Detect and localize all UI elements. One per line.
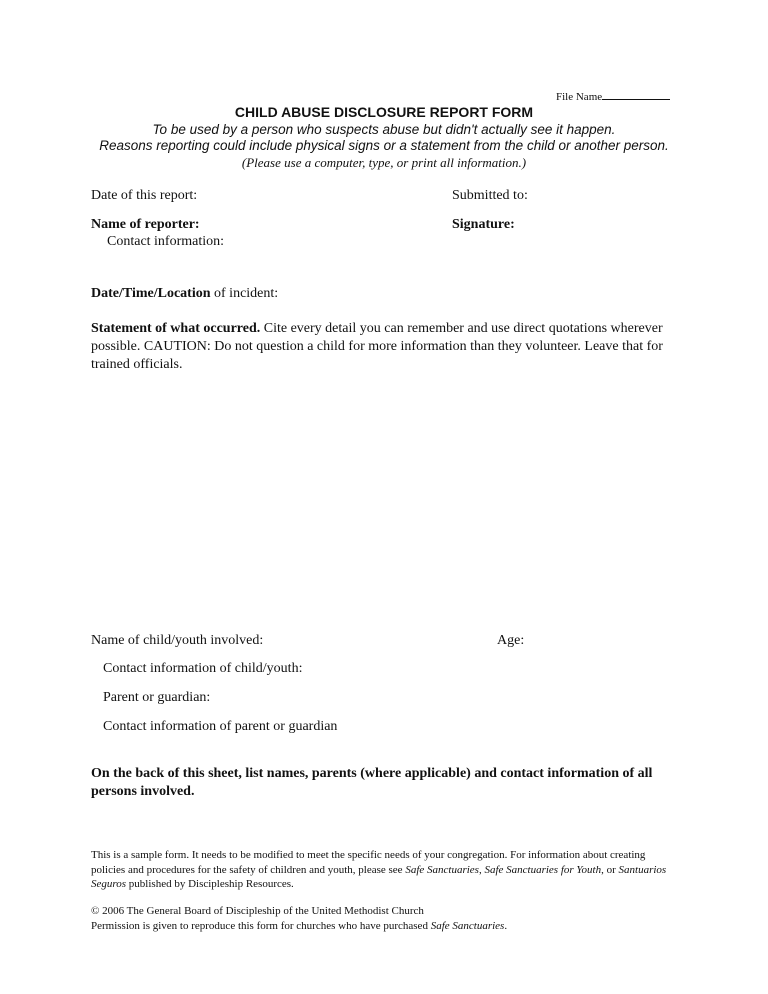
- signature-label: Signature:: [452, 217, 515, 232]
- sample-form-note: This is a sample form. It needs to be modified to meet the specific needs of your congregation. For information about creating policies and procedures for the safety of children and youth, please see Safe Sanctuaries, Safe Sanctuaries for Youth, or Santuarios Seguros published by Discipleship Resources.: [91, 849, 667, 890]
- name-of-child-label: Name of child/youth involved:: [91, 633, 264, 648]
- form-title: CHILD ABUSE DISCLOSURE REPORT FORM: [234, 104, 534, 120]
- safe-sanctuaries-youth-title: Safe Sanctuaries for Youth: [484, 863, 602, 876]
- contact-information-label: Contact information:: [107, 234, 225, 249]
- date-time-location-label: Date/Time/Location of incident:: [91, 286, 279, 301]
- file-name-blank[interactable]: [602, 90, 670, 100]
- back-note: On the back of this sheet, list names, parents (where applicable) and contact information of all persons involved.: [91, 766, 653, 799]
- copyright: © 2006 The General Board of Discipleship of the United Methodist Church: [91, 905, 424, 917]
- name-of-reporter-label: Name of reporter:: [91, 217, 200, 232]
- subtitle-1: To be used by a person who suspects abuse but didn't actually see it happen.: [152, 122, 616, 137]
- age-label: Age:: [497, 633, 525, 648]
- permission-note: Permission is given to reproduce this form for churches who have purchased Safe Sanctuaries.: [91, 920, 508, 932]
- parent-guardian-label: Parent or guardian:: [103, 690, 211, 705]
- statement-area[interactable]: [91, 380, 681, 620]
- contact-child-label: Contact information of child/youth:: [103, 661, 303, 676]
- statement-instructions: Statement of what occurred. Cite every detail you can remember and use direct quotations wherever possible. CAUTION: Do not question a child for more information than they volunteer. Leave that for trained officials.: [91, 321, 663, 372]
- instruction: (Please use a computer, type, or print all information.): [241, 155, 527, 170]
- submitted-to-label: Submitted to:: [452, 188, 528, 203]
- subtitle-2: Reasons reporting could include physical signs or a statement from the child or another person.: [99, 138, 669, 153]
- santuarios-seguros-title: Santuarios Seguros: [91, 863, 667, 890]
- date-of-report-label: Date of this report:: [91, 188, 198, 203]
- file-name-label: File Name: [556, 90, 670, 103]
- safe-sanctuaries-title: Safe Sanctuaries: [405, 863, 479, 876]
- contact-parent-label: Contact information of parent or guardian: [103, 719, 338, 734]
